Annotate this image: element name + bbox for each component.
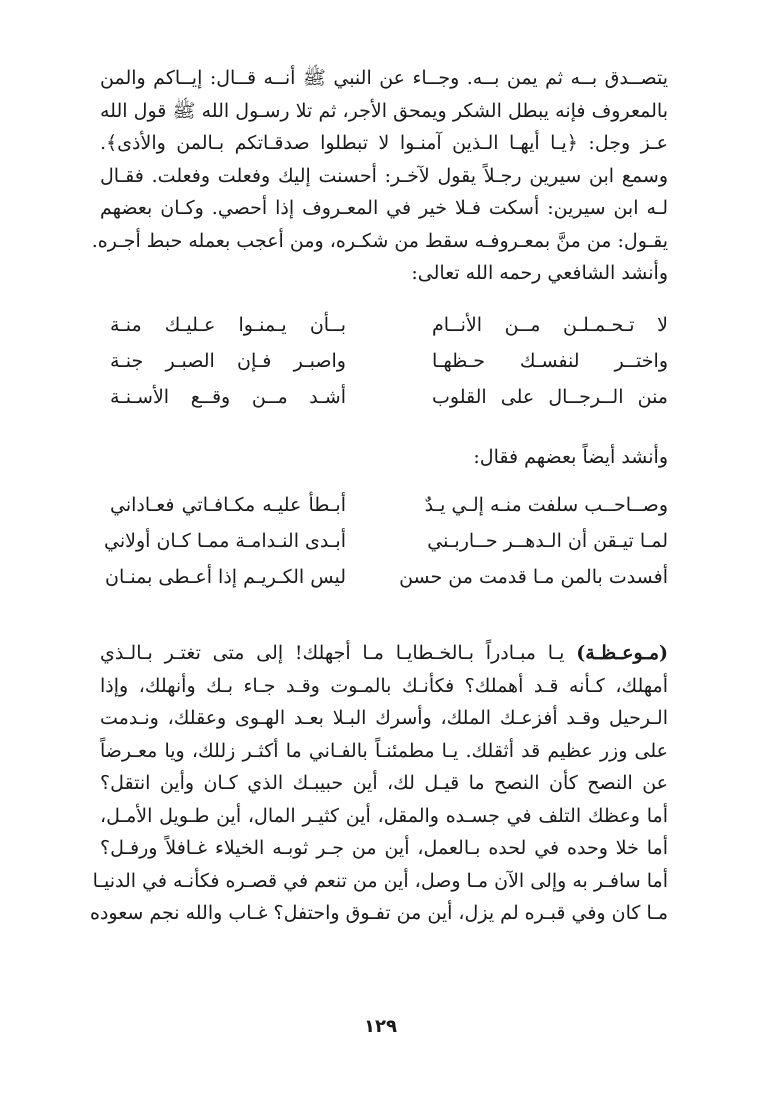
sermon-heading: (مـوعـظـة)	[576, 642, 668, 664]
text-line: بالمعروف فإنه يبطل الشكر ويمحق الأجر، ثم تلا رسـول الله ﷺ قول الله	[100, 99, 668, 122]
text-line: يتصــدق بــه ثم يمن بــه. وجــاء عن النبي ﷺ أنــه قــال: إيــاكم والمن	[100, 67, 668, 89]
text-line: أما سافـر به وإلى الآن مـا وصل، أين من تنعم في قصـره فكأنـه في الدنيـا	[92, 869, 668, 892]
poem-shafii	[100, 307, 668, 415]
sermon-paragraph	[89, 637, 668, 930]
text-line	[100, 637, 668, 670]
page-content	[89, 62, 668, 930]
verse-second-hemistich: واصبـر فـإن الصبـر جنـة	[110, 350, 346, 372]
text-line: مـا كان وفي قبـره لم يزل، أين من تفـوق واحتفل؟ غـاب والله نجم سعوده	[89, 902, 668, 924]
text-line: لـه ابن سيرين: أسكت فـلا خير في المعـروف إذا أحصي. وكـان بعضهم	[100, 197, 668, 219]
verse-first-hemistich: لمـا تيـقن أن الـدهــر حــاربـني	[427, 530, 668, 552]
verse-first-hemistich: أفسدت بالمن مـا قدمت من حسن	[399, 566, 668, 588]
verse	[100, 343, 668, 379]
poem-intro-other: وأنشد أيضاً بعضهم فقال:	[473, 446, 668, 468]
verse-first-hemistich: واختــر لنفسـك حـظهـا	[432, 350, 668, 372]
text-line: أمهلك، كـأنه قـد أهملك؟ فكأنـك بالمـوت وقـد جـاء بـك وأنهلك، وإذا	[100, 674, 668, 697]
verse-first-hemistich: لا تـحـمـلـن مــن الأنــام	[432, 314, 668, 336]
verse	[100, 487, 668, 523]
verse-second-hemistich: أبـدى النـدامـة ممـا كـان أولاني	[104, 530, 346, 552]
poem-other	[100, 487, 668, 595]
verse-second-hemistich: أشـد مــن وقــع الأسـنـة	[110, 386, 346, 408]
text-line: على وزر عظيم قد أثقلك. يـا مطمئنـاً بالفـاني ما أكثـر زللك، ويا معـرضاً	[100, 739, 668, 762]
verse	[100, 307, 668, 343]
text-line: يقـول: من منَّ بمعـروفـه سقط من شكـره، ومن أعجب بعمله حبط أجـره.	[91, 229, 668, 252]
text-line: الـرحيل وقـد أفزعـك الملك، وأسرك البـلا بعـد الهـوى وعقلك، ونـدمت	[100, 707, 668, 729]
text-line: عن النصح كأن النصح ما قيـل لك، أين حبيبـك الذي كـان وأين انتقل؟	[100, 772, 668, 794]
verse	[100, 379, 668, 415]
poem-intro-shafii: وأنشد الشافعي رحمه الله تعالى:	[411, 262, 668, 284]
verse-second-hemistich: أبـطأ عليـه مكـافـاتي فعـاداني	[110, 494, 346, 516]
text-line: عـز وجل: ﴿يـا أيهـا الـذين آمنـوا لا تبطلوا صدقـاتكم بـالمن والأذى﴾.	[100, 132, 668, 154]
verse	[100, 523, 668, 559]
text-line: وسمع ابن سيرين رجـلاً يقول لآخـر: أحسنت إليك وفعلت وفعلت. فقـال	[100, 164, 668, 187]
page-number: ١٢٩	[364, 1016, 397, 1037]
text-line: أما خلا وحده في لحده بـالعمل، أين من جـر ثوبـه الخيلاء غـافلاً ورفـل؟	[100, 837, 668, 859]
opening-paragraph	[91, 62, 668, 257]
verse	[100, 559, 668, 595]
sermon-first-line: يـا مبـادراً بـالخـطايـا مـا أجهلك! إلى متى تغتـر بـالـذي	[100, 642, 577, 664]
verse-second-hemistich: ليس الكـريـم إذا أعـطى بمنـان	[105, 566, 346, 588]
verse-second-hemistich: بــأن يـمنـوا عـليـك منـة	[110, 314, 346, 336]
verse-first-hemistich: منن الــرجــال على القلوب	[432, 386, 668, 408]
text-line: أما وعظك التلف في جسـده والمقل، أين كثيـر المال، أين طـويل الأمـل،	[100, 804, 668, 827]
verse-first-hemistich: وصــاحــب سلفت منـه إلـي يـدٌ	[424, 494, 668, 516]
